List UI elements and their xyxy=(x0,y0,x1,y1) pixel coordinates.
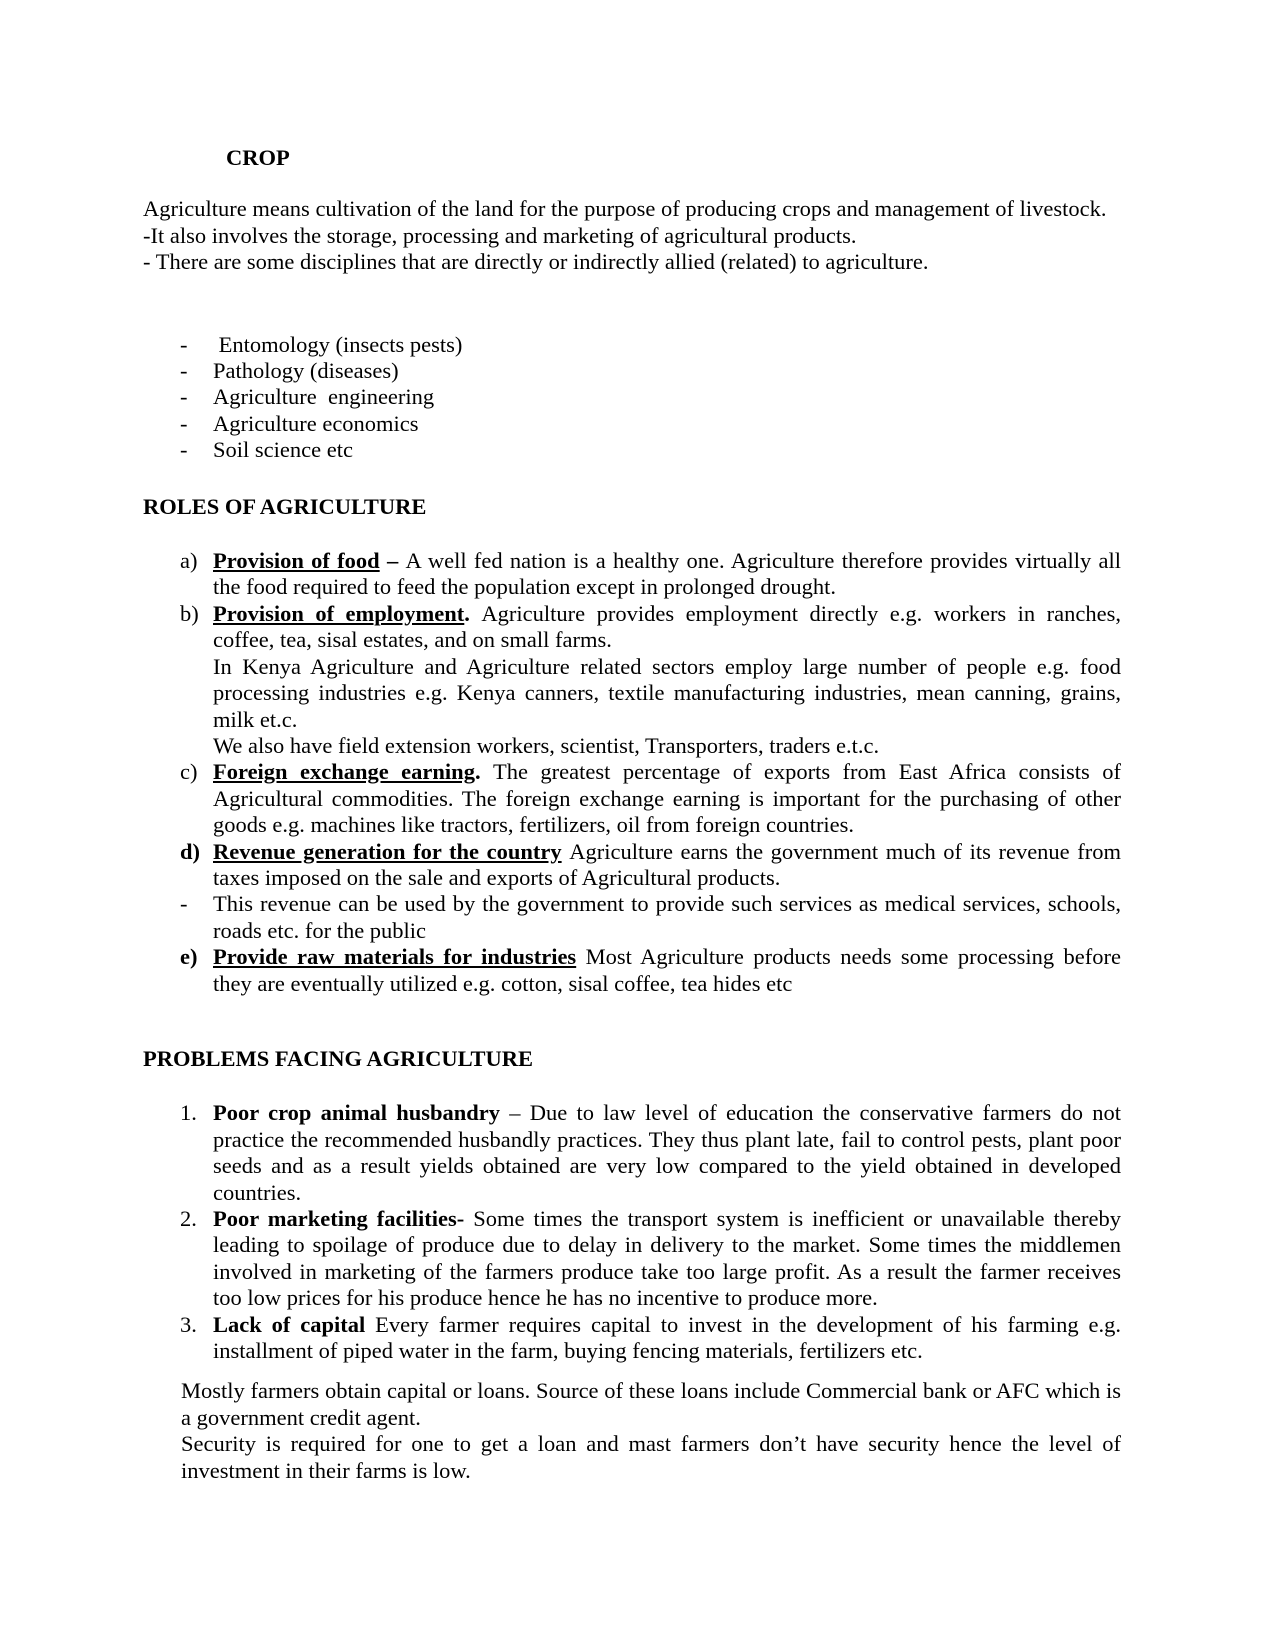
closing-paragraph: Security is required for one to get a loan and mast farmers don’t have security hence the level of investment in their farms is low. xyxy=(181,1431,1121,1483)
intro-paragraph: Agriculture means cultivation of the land for the purpose of producing crops and management of livestock. xyxy=(143,196,1107,222)
item-lead: Revenue generation for the country xyxy=(213,838,562,864)
list-item xyxy=(143,437,1121,463)
item-marker: b) xyxy=(180,600,199,626)
list-item xyxy=(143,1206,1121,1312)
intro-line: -It also involves the storage, processing and marketing of agricultural products. xyxy=(143,222,857,248)
item-lead: Foreign exchange earning xyxy=(213,759,475,785)
item-text: Due to law level of education the conservative farmers do not practice the recommended husbandly practices. They thus plant late, fail to control pests, plant poor seeds and as a result yields obtained are very low compared to the yield obtained in developed countries. xyxy=(213,1100,1121,1205)
item-text: The greatest percentage of exports from East Africa consists of Agricultural commodities. The foreign exchange earning is important for the purchasing of other goods e.g. machines like tractors, fertilizers, oil from foreign countries. xyxy=(213,759,1121,838)
page-title: CROP xyxy=(226,145,290,170)
roles-heading: ROLES OF AGRICULTURE xyxy=(143,493,427,519)
item-text: Most Agriculture products needs some processing before they are eventually utilized e.g. cotton, sisal coffee, tea hides etc xyxy=(213,944,1121,996)
problems-list xyxy=(143,1100,1121,1364)
item-text: A well fed nation is a healthy one. Agriculture therefore provides virtually all the food required to feed the population except in prolonged drought. xyxy=(213,548,1121,600)
item-text: We also have field extension workers, scientist, Transporters, traders e.t.c. xyxy=(213,732,880,758)
item-text: In Kenya Agriculture and Agriculture related sectors employ large number of people e.g. food processing industries e.g. Kenya canners, textile manufacturing industries, mean canning, grains, milk et.c. xyxy=(213,653,1121,732)
item-lead: Provide raw materials for industries xyxy=(213,944,577,970)
list-item xyxy=(143,411,1121,437)
dash-marker: - xyxy=(180,410,188,436)
list-item: 1. Poor crop animal husbandry – Due to law level of education the conservative farmers do not practice the recommended husbandly practices. They thus plant late, fail to control pests, plant poor seeds and as a result yields obtained are very low compared to the yield obtained in developed countries. xyxy=(180,1100,1121,1205)
item-marker: d) xyxy=(180,838,201,864)
item-text: Agriculture earns the government much of its revenue from taxes imposed on the sale and exports of Agricultural products. xyxy=(213,838,1121,890)
list-item xyxy=(143,332,1121,358)
intro-line: - There are some disciplines that are directly or indirectly allied (related) to agriculture. xyxy=(143,249,929,275)
dash-marker: - xyxy=(180,358,188,384)
list-item xyxy=(143,891,1121,944)
item-marker: 1. xyxy=(180,1100,197,1126)
page-content xyxy=(143,145,1121,1484)
list-item xyxy=(143,358,1121,384)
list-item: a) Provision of food – A well fed nation is a healthy one. Agriculture therefore provides virtually all the food required to feed the population except in prolonged drought. xyxy=(180,548,1121,600)
item-lead: Provision of employment xyxy=(213,600,465,626)
list-item xyxy=(143,384,1121,410)
dash-marker: - xyxy=(180,437,188,463)
item-lead: Poor crop animal husbandry xyxy=(213,1100,501,1126)
list-item: b) Provision of employment. Agriculture provides employment directly e.g. workers in ranches, coffee, tea, sisal estates, and on small farms. In Kenya Agriculture and Agriculture related sectors employ large number of people e.g. food processing industries e.g. Kenya canners, textile manufacturing industries, mean canning, grains, milk et.c. We also have field extension workers, scientist, Transporters, traders e.t.c. xyxy=(180,600,1121,758)
closing-block xyxy=(181,1378,1121,1484)
list-item-label: Pathology (diseases) xyxy=(213,358,399,384)
list-item: c) Foreign exchange earning. The greatest percentage of exports from East Africa consists of Agricultural commodities. The foreign exchange earning is important for the purchasing of other goods e.g. machines like tractors, fertilizers, oil from foreign countries. xyxy=(180,759,1121,838)
problems-heading: PROBLEMS FACING AGRICULTURE xyxy=(143,1045,534,1071)
item-text: This revenue can be used by the government to provide such services as medical services, schools, roads etc. for the public xyxy=(213,891,1121,943)
item-text: Every farmer requires capital to invest in the development of his farming e.g. installment of piped water in the farm, buying fencing materials, fertilizers etc. xyxy=(213,1311,1122,1364)
list-item xyxy=(143,944,1121,997)
item-lead: Lack of capital xyxy=(213,1311,366,1337)
list-item-label: Agriculture engineering xyxy=(213,384,435,410)
list-item-label: Soil science etc xyxy=(213,437,353,463)
item-marker: c) xyxy=(180,759,198,785)
list-item-label: Entomology (insects pests) xyxy=(213,331,463,357)
list-item-label: Agriculture economics xyxy=(213,410,419,436)
item-text: Agriculture provides employment directly e.g. workers in ranches, coffee, tea, sisal estates, and on small farms. xyxy=(213,600,1121,653)
roles-list xyxy=(143,548,1121,997)
dash-marker: - xyxy=(180,384,188,410)
item-marker: 2. xyxy=(180,1206,197,1231)
disciplines-list xyxy=(143,332,1121,464)
dash-marker: - xyxy=(180,331,188,357)
item-marker: e) xyxy=(180,944,198,970)
item-marker: a) xyxy=(180,548,198,574)
list-item xyxy=(143,839,1121,892)
closing-paragraph: Mostly farmers obtain capital or loans. Source of these loans include Commercial bank or AFC which is a government credit agent. xyxy=(181,1378,1121,1430)
item-lead: Poor marketing facilities- xyxy=(213,1206,465,1231)
item-text: Some times the transport system is inefficient or unavailable thereby leading to spoilage of produce due to delay in delivery to the market. Some times the middlemen involved in marketing of the farmers produce take too large profit. As a result the farmer receives too low prices for his produce hence he has no incentive to produce more. xyxy=(213,1206,1121,1311)
item-lead: Provision of food xyxy=(213,548,380,574)
list-item xyxy=(143,1312,1121,1365)
item-marker: 3. xyxy=(180,1311,197,1337)
dash-marker: - xyxy=(180,891,188,917)
